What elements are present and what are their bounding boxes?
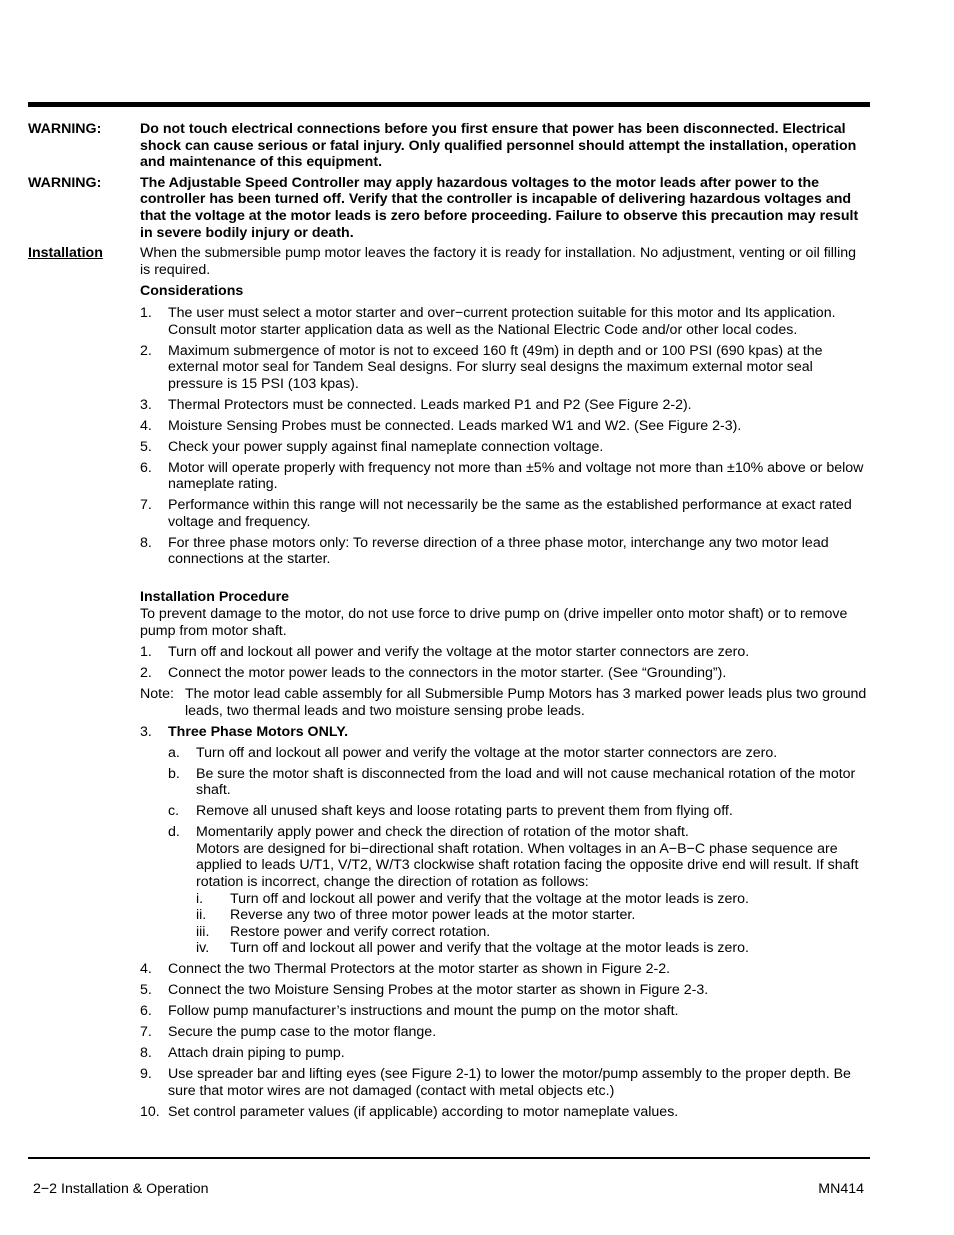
section-label: Installation [28, 245, 103, 262]
sub-text: Momentarily apply power and check the direction of rotation of the motor shaft. [196, 824, 689, 841]
list-item [140, 644, 870, 661]
warning-label: WARNING: [28, 174, 102, 191]
item-text: Turn off and lockout all power and verify the voltage at the motor starter connectors are zero. [168, 644, 750, 661]
procedure-heading: Installation Procedure [140, 589, 290, 606]
installation-section [28, 245, 870, 1125]
item-number: 1. [140, 644, 152, 661]
item-text: Maximum submergence of motor is not to exceed 160 ft (49m) in depth and or 100 PSI (690 kpas) at the external motor seal for Tandem Seal designs. For slurry seal designs the maximum external motor seal pressure is 15 PSI (103 kpas). [168, 342, 823, 392]
item-text: The user must select a motor starter and over−current protection suitable for this motor and Its application. Consult motor starter application data as well as the National Electric Code and/or other local codes. [168, 304, 836, 338]
warning-text: Do not touch electrical connections before you first ensure that power has been disconnected. Electrical shock can cause serious or fatal injury. Only qualified personnel should attempt the installation, operation and maintenance of this equipment. [140, 121, 857, 171]
list-item [140, 1024, 870, 1041]
item-number: 2. [140, 665, 152, 682]
roman-text: Reverse any two of three motor power leads at the motor starter. [230, 907, 636, 924]
list-item [140, 982, 870, 999]
sub-item [168, 745, 870, 762]
installation-intro: When the submersible pump motor leaves the factory it is ready for installation. No adjustment, venting or oil filling is required. [140, 245, 857, 278]
sub-number: c. [168, 803, 180, 820]
list-item [140, 305, 870, 338]
item-number: 4. [140, 961, 152, 978]
item-text: Follow pump manufacturer’s instructions and mount the pump on the motor shaft. [168, 1003, 679, 1020]
sub-text: Remove all unused shaft keys and loose rotating parts to prevent them from flying off. [196, 803, 733, 820]
roman-number: ii. [196, 907, 207, 924]
warning-label: WARNING: [28, 121, 102, 137]
list-item [140, 397, 870, 414]
list-item [140, 665, 870, 682]
item-number: 6. [140, 1003, 152, 1020]
procedure-intro: To prevent damage to the motor, do not use force to drive pump on (drive impeller onto motor shaft) or to remove pump from motor shaft. [140, 605, 848, 639]
item-number: 10. [140, 1103, 160, 1120]
list-item [140, 535, 870, 568]
warning-text: The Adjustable Speed Controller may apply hazardous voltages to the motor leads after power to the controller has been turned off. Verify that the controller is incapable of delivering hazardous voltages and that the voltage at the motor leads is zero before proceeding. Failure to observe this precaution may result in severe bodily injury or death. [140, 174, 859, 241]
item-number: 7. [140, 497, 152, 514]
item-text: Motor will operate properly with frequency not more than ±5% and voltage not more than ±10% above or below nameplate rating. [168, 459, 864, 493]
item-number: 8. [140, 534, 152, 551]
list-item [140, 724, 870, 741]
item-number: 5. [140, 438, 152, 455]
item-number: 3. [140, 396, 152, 413]
sub-item [168, 766, 870, 799]
item-text: Use spreader bar and lifting eyes (see Figure 2-1) to lower the motor/pump assembly to the proper depth. Be sure that motor wires are not damaged (contact with metal objects etc.) [168, 1066, 851, 1099]
section-body [140, 245, 870, 1125]
roman-number: iii. [196, 923, 210, 940]
item-number: 9. [140, 1066, 152, 1083]
roman-number: i. [196, 890, 204, 907]
footer-doc-number: MN414 [818, 1181, 864, 1197]
list-item [140, 1066, 870, 1099]
list-item [140, 1104, 870, 1121]
item-text: Three Phase Motors ONLY. [168, 723, 349, 740]
item-text: Connect the motor power leads to the connectors in the motor starter. (See “Grounding”). [168, 665, 727, 682]
list-item [140, 343, 870, 393]
item-text: Connect the two Moisture Sensing Probes at the motor starter as shown in Figure 2-3. [168, 982, 709, 999]
item-number: 7. [140, 1024, 152, 1041]
item-number: 8. [140, 1045, 152, 1062]
list-item [140, 961, 870, 978]
list-item [140, 1003, 870, 1020]
roman-number: iv. [196, 940, 210, 957]
roman-text: Restore power and verify correct rotation. [230, 923, 491, 940]
item-number: 4. [140, 417, 152, 434]
note-text: The motor lead cable assembly for all Submersible Pump Motors has 3 marked power leads plus two ground leads, two thermal leads and two moisture sensing probe leads. [185, 686, 867, 719]
sub-text: Be sure the motor shaft is disconnected from the load and will not cause mechanical rotation of the motor shaft. [196, 765, 856, 799]
sub-text: Turn off and lockout all power and verify the voltage at the motor starter connectors are zero. [196, 744, 778, 761]
roman-item [196, 924, 870, 941]
item-number: 2. [140, 342, 152, 359]
top-rule [28, 102, 870, 107]
item-text: Secure the pump case to the motor flange. [168, 1024, 437, 1041]
list-item [140, 460, 870, 493]
considerations-list [140, 305, 870, 568]
list-item [140, 1045, 870, 1062]
item-text: Check your power supply against final nameplate connection voltage. [168, 438, 604, 455]
roman-item [196, 907, 870, 924]
sub-number: a. [168, 744, 180, 761]
roman-text: Turn off and lockout all power and verify that the voltage at the motor leads is zero. [230, 890, 749, 907]
sub-number: d. [168, 824, 180, 841]
roman-item [196, 891, 870, 908]
sub-text: Motors are designed for bi−directional shaft rotation. When voltages in an A−B−C phase sequence are applied to leads U/T1, V/T2, W/T3 clockwise shaft rotation facing the opposite drive end will result. If shaft rotation is incorrect, change the direction of rotation as follows: [196, 840, 859, 891]
note [140, 686, 870, 719]
item-text: For three phase motors only: To reverse direction of a three phase motor, interchange any two motor lead connections at the starter. [168, 534, 829, 568]
bottom-rule [28, 1157, 870, 1159]
item-text: Performance within this range will not necessarily be the same as the established performance at exact rated voltage and frequency. [168, 497, 852, 530]
warning-block [28, 175, 870, 241]
sub-text-block [196, 824, 870, 957]
item-text: Attach drain piping to pump. [168, 1045, 345, 1062]
roman-text: Turn off and lockout all power and verify that the voltage at the motor leads is zero. [230, 940, 749, 957]
note-label: Note: [140, 686, 174, 703]
list-item [140, 497, 870, 530]
item-text: Thermal Protectors must be connected. Leads marked P1 and P2 (See Figure 2-2). [168, 396, 692, 413]
item-number: 6. [140, 459, 152, 476]
item-text: Connect the two Thermal Protectors at the motor starter as shown in Figure 2-2. [168, 961, 671, 978]
item-number: 5. [140, 982, 152, 999]
list-item [140, 439, 870, 456]
list-item [140, 418, 870, 435]
footer-page-label: 2−2 Installation & Operation [33, 1181, 209, 1197]
sub-item [168, 824, 870, 957]
item-text: Set control parameter values (if applicable) according to motor nameplate values. [168, 1103, 679, 1120]
sub-item [168, 803, 870, 820]
warning-block [28, 121, 870, 171]
item-number: 3. [140, 723, 152, 740]
considerations-heading: Considerations [140, 283, 244, 300]
page-content [28, 121, 870, 1125]
roman-item [196, 940, 870, 957]
sub-number: b. [168, 765, 180, 782]
item-number: 1. [140, 304, 152, 321]
item-text: Moisture Sensing Probes must be connected. Leads marked W1 and W2. (See Figure 2-3). [168, 417, 742, 434]
